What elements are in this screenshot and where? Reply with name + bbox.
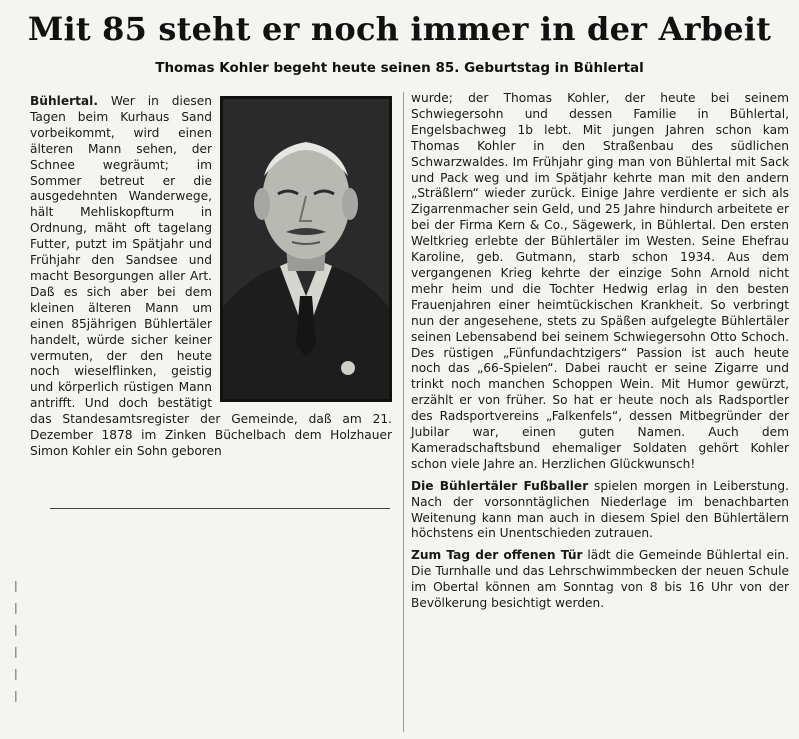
article-lead: Bühlertal. bbox=[30, 94, 98, 108]
headline: Mit 85 steht er noch immer in der Arbeit bbox=[27, 10, 772, 48]
notice-open-day bbox=[411, 548, 789, 612]
notice-open-day-lead: Zum Tag der offenen Tür bbox=[411, 548, 583, 563]
portrait-photo-icon bbox=[220, 96, 392, 402]
notice-football-body: spielen morgen in Leiberstung. Nach der vorsonntäglichen Niederlage im benachbarten Weitenung kann man auch in diesem Spiel den Bühlertälern höchstens ein Unentschieden zutrauen. bbox=[411, 478, 789, 541]
article-right-column bbox=[411, 91, 789, 612]
column-divider bbox=[403, 92, 404, 732]
portrait-photo bbox=[220, 96, 392, 402]
notice-football bbox=[411, 479, 789, 543]
subheadline: Thomas Kohler begeht heute seinen 85. Geburtstag in Bühlertal bbox=[155, 60, 644, 76]
notice-football-lead: Die Bühlertäler Fußballer bbox=[411, 478, 589, 493]
notice-open-day-body: lädt die Gemeinde Bühlertal ein. Die Turnhalle und das Lehrschwimmbecken der neuen Schule im Obertal können am Sonntag von 8 bis 16 Uhr von der Bevölkerung besichtigt werden. bbox=[411, 548, 790, 611]
article-left-body: Wer in diesen Tagen beim Kurhaus Sand vorbeikommt, wird einen älteren Mann sehen, der Schnee wegräumt; im Sommer betreut er die ausgedehnten Wanderwege, hält Mehliskopfturm in Ordnung, mäht oft tagelang Futter, putzt im Spätjahr und Frühjahr den Sandsee und macht Besorgungen aller Art. Daß es sich aber bei dem kleinen älteren Mann um einen 85jährigen Bühlertäler handelt, würde sicher keiner vermuten, der den heute noch wieselflinken, geistig und körperlich rüstigen Mann antrifft. Und doch bestätigt das Standesamtsregister der Gemeinde, daß am 21. Dezember 1878 im Zinken Büchelbach dem Holzhauer Simon Kohler ein Sohn geboren bbox=[30, 94, 392, 458]
section-rule bbox=[50, 508, 390, 509]
article-right-text: wurde; der Thomas Kohler, der heute bei seinem Schwiegersohn und dessen Familie in Bühlertal, Engelsbachweg 1b lebt. Mit jungen Jahren schon kam Thomas Kohler in den Straßenbau des südlichen Schwarzwaldes. Im Frühjahr ging man von Bühlertal mit Sack und Pack weg und im Spätjahr kehrte man mit den andern „Sträßlern“ wieder zurück. Einige Jahre verdiente er sich als Zigarrenmacher sein Geld, und 25 Jahre hindurch arbeitete er bei der Firma Kern & Co., Sägewerk, in Bühlertal. Den ersten Weltkrieg erlebte der Bühlertäler im Westen. Seine Ehefrau Karoline, geb. Gutmann, starb schon 1934. Aus dem vergangenen Krieg kehrte der einzige Sohn Arnold nicht mehr heim und die Tochter Hedwig erlag in den besten Frauenjahren einer heimtückischen Krankheit. So verbringt nun der angesehene, stets zu Späßen aufgelegte Bühlertäler seinen Lebensabend bei seinem Schwiegersohn Otto Schoch. Des rüstigen „Fünfundachtzigers“ Passion ist auch heute noch das „66-Spielen“. Dabei raucht er seine Zigarre und trinkt noch manchen Schoppen Wein. Mit Humor gewürzt, erzählt er von früher. So hat er heute noch als Radsportler des Radsportvereins „Falkenfels“, dessen Mitbegründer der Jubilar war, einen guten Namen. Auch dem Kameradschaftsbund ehemaliger Soldaten gehört Kohler schon viele Jahre an. Herzlichen Glückwunsch! bbox=[411, 91, 789, 471]
article-left-column bbox=[30, 94, 392, 460]
margin-marks: | | | | | | bbox=[14, 579, 18, 702]
